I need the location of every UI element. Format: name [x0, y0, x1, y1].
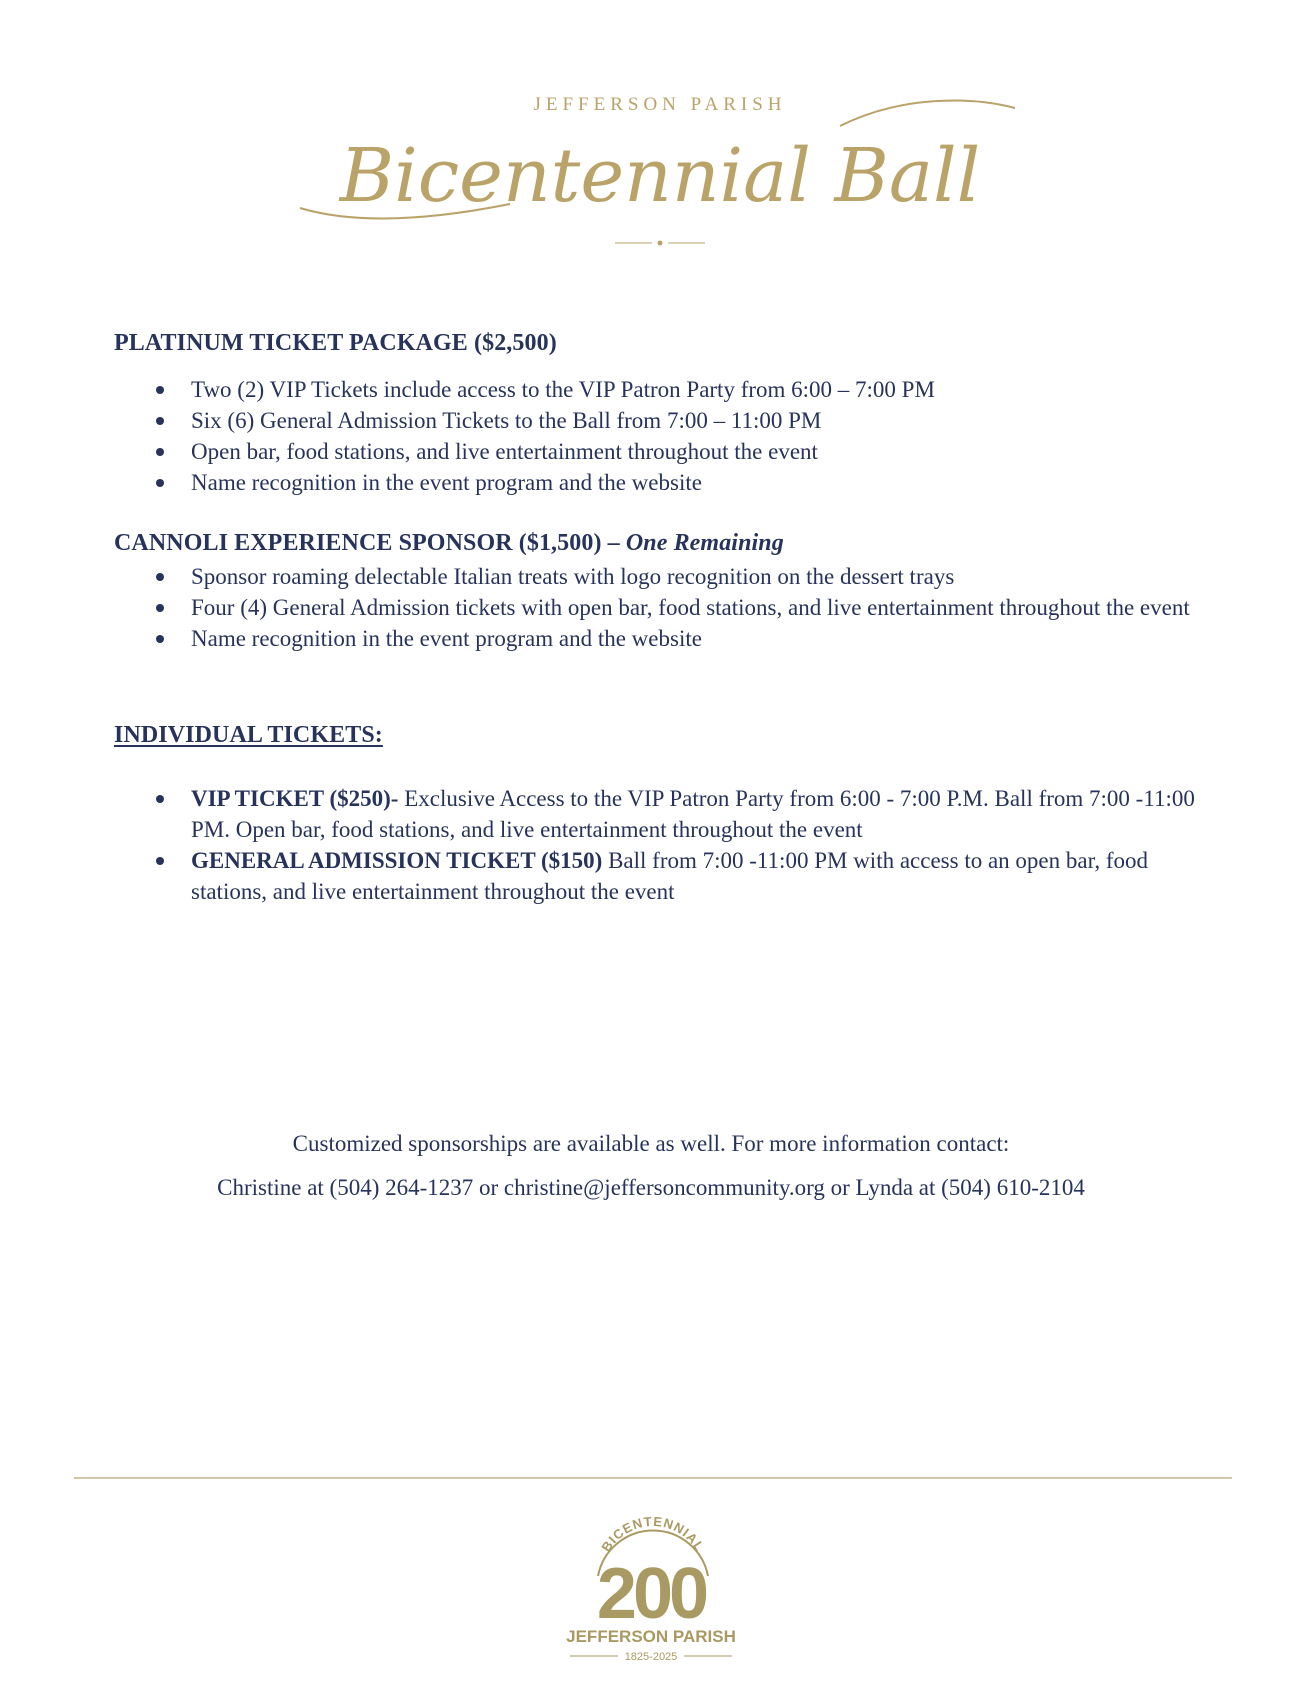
logo-flourish-right: [840, 101, 1015, 126]
general-ticket-text: Ball from 7:00 -11:00 PM with access to an open bar, food stations, and live entertainment throughout the event: [191, 848, 1148, 904]
contact-line-2: Christine at (504) 264-1237 or christine@jeffersoncommunity.org or Lynda at (504) 610-2104: [217, 1175, 1085, 1200]
logo-number: 200: [596, 1554, 706, 1634]
platinum-package-title: PLATINUM TICKET PACKAGE ($2,500): [114, 330, 557, 356]
logo-script-text: Bicentennial Ball: [339, 133, 981, 219]
bicentennial-200-logo: [556, 1508, 746, 1663]
footer-divider: [74, 1477, 1232, 1479]
cannoli-sponsor-title: [114, 530, 784, 557]
logo-parish-name: JEFFERSON PARISH: [566, 1627, 736, 1646]
logo-divider-dot: [658, 241, 663, 246]
logo-years: 1825-2025: [624, 1651, 678, 1663]
vip-ticket-text: Exclusive Access to the VIP Patron Party from 6:00 - 7:00 P.M. Ball from 7:00 -11:00 PM. Open bar, food stations, and live entertainment throughout the event: [191, 786, 1195, 842]
list-item: Sponsor roaming delectable Italian treats with logo recognition on the dessert trays: [114, 561, 1204, 592]
list-item: Open bar, food stations, and live entertainment throughout the event: [114, 436, 1204, 467]
list-item: Four (4) General Admission tickets with open bar, food stations, and live entertainment throughout the event: [114, 592, 1204, 623]
individual-tickets-title: INDIVIDUAL TICKETS:: [114, 722, 383, 748]
general-ticket-label: GENERAL ADMISSION TICKET ($150): [191, 848, 603, 873]
list-item: Two (2) VIP Tickets include access to the VIP Patron Party from 6:00 – 7:00 PM: [114, 374, 1204, 405]
cannoli-sponsor-list: [114, 561, 1204, 654]
bicentennial-ball-logo: [280, 86, 1040, 261]
arc-text: BICENTENNIAL: [598, 1513, 708, 1555]
list-item: Six (6) General Admission Tickets to the Ball from 7:00 – 11:00 PM: [114, 405, 1204, 436]
cannoli-title-text: CANNOLI EXPERIENCE SPONSOR ($1,500) –: [114, 530, 626, 556]
list-item: [114, 845, 1204, 907]
vip-ticket-label: VIP TICKET ($250)-: [191, 786, 399, 811]
individual-tickets-list: [114, 783, 1204, 907]
logo-top-text: JEFFERSON PARISH: [533, 94, 787, 115]
platinum-package-list: [114, 374, 1204, 498]
list-item: [114, 783, 1204, 845]
remaining-tag: One Remaining: [625, 530, 784, 556]
list-item: Name recognition in the event program and the website: [114, 623, 1204, 654]
contact-line-1: Customized sponsorships are available as well. For more information contact:: [292, 1131, 1010, 1156]
list-item: Name recognition in the event program and the website: [114, 467, 1204, 498]
